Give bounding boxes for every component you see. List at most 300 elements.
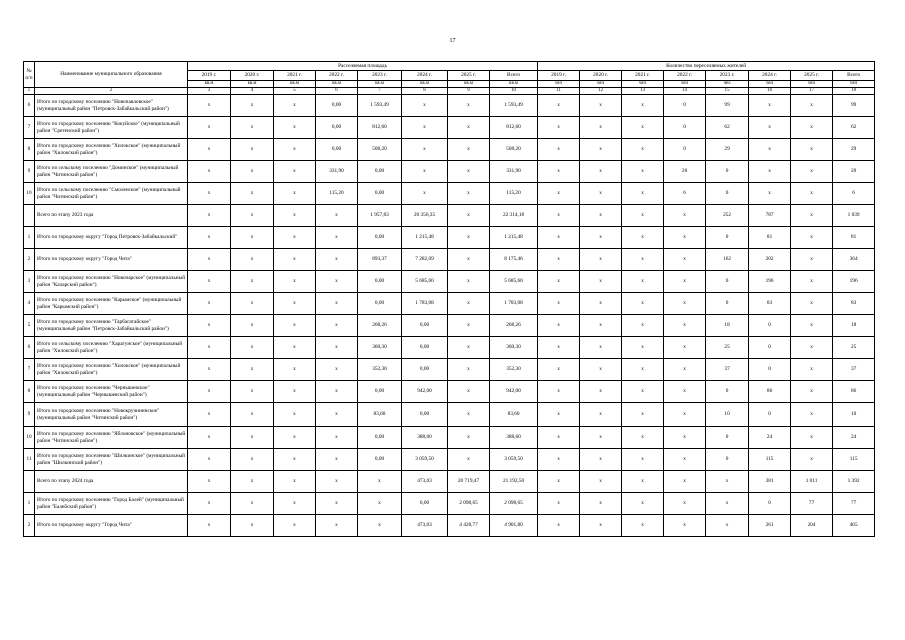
row-cell: x — [622, 227, 664, 249]
row-cell: x — [664, 337, 706, 359]
row-cell: x — [188, 95, 231, 117]
row-number: 3 — [24, 271, 35, 293]
header-people-group: Количество переселяемых жителей — [538, 62, 875, 71]
row-cell: 6 — [664, 183, 706, 205]
row-cell: 83 — [749, 293, 791, 315]
header-unit-people: чел — [664, 81, 706, 88]
header-year-area: 2020 г. — [231, 71, 274, 81]
row-cell: x — [231, 271, 274, 293]
row-cell: 20 719,47 — [448, 471, 490, 493]
row-cell: x — [448, 117, 490, 139]
row-cell: 3 059,50 — [402, 449, 448, 471]
row-cell: x — [538, 427, 580, 449]
row-cell: x — [274, 183, 316, 205]
row-cell: 1 783,08 — [490, 293, 538, 315]
table-row — [24, 161, 875, 183]
row-cell: 0,00 — [316, 117, 358, 139]
row-cell: x — [448, 449, 490, 471]
row-cell: x — [580, 515, 622, 537]
row-cell: x — [538, 337, 580, 359]
header-year-people: Всего — [833, 71, 875, 81]
row-cell: x — [231, 227, 274, 249]
row-number: 9 — [24, 161, 35, 183]
row-number: 1 — [24, 493, 35, 515]
row-cell: x — [188, 403, 231, 427]
row-cell: 77 — [791, 493, 833, 515]
row-cell: x — [538, 183, 580, 205]
row-cell: x — [402, 161, 448, 183]
header-col-number: 1 — [24, 88, 35, 95]
row-cell: 0 — [706, 161, 749, 183]
row-cell: x — [316, 205, 358, 227]
row-cell: x — [448, 293, 490, 315]
row-cell: 0,00 — [316, 95, 358, 117]
row-cell: x — [274, 95, 316, 117]
header-year-area: Всего — [490, 71, 538, 81]
row-cell: x — [622, 381, 664, 403]
header-area-group: Расселяемая площадь — [188, 62, 538, 71]
row-cell: 86 — [749, 381, 791, 403]
row-cell: 62 — [706, 117, 749, 139]
row-cell: x — [448, 427, 490, 449]
table-row — [24, 139, 875, 161]
row-cell: 1 392 — [833, 471, 875, 493]
row-cell: x — [580, 403, 622, 427]
row-cell: 18 — [833, 315, 875, 337]
row-name: Итого по городскому поселению "Хилокское" (муниципальный район "Хилокский район") — [35, 359, 188, 381]
row-name: Итого по городскому округу "Город Петровск-Забайкальский" — [35, 227, 188, 249]
table-row — [24, 117, 875, 139]
row-cell: x — [448, 161, 490, 183]
row-cell: 0 — [749, 493, 791, 515]
row-cell: x — [274, 249, 316, 271]
resettlement-table — [23, 61, 875, 537]
header-year-area: 2023 г. — [358, 71, 402, 81]
row-cell: 0,00 — [402, 359, 448, 381]
row-name: Итого по городскому поселению "Новопавловское" (муниципальный район "Петровск-Забайкальский район") — [35, 95, 188, 117]
row-cell: x — [580, 315, 622, 337]
row-cell: x — [580, 359, 622, 381]
row-cell: x — [622, 471, 664, 493]
table-row — [24, 449, 875, 471]
row-cell: x — [274, 471, 316, 493]
row-cell: x — [664, 381, 706, 403]
row-cell: 115,20 — [316, 183, 358, 205]
row-cell: x — [188, 183, 231, 205]
row-cell: 0,00 — [358, 427, 402, 449]
row-cell: x — [538, 403, 580, 427]
row-cell: 0,00 — [358, 381, 402, 403]
header-year-area: 2025 г. — [448, 71, 490, 81]
row-cell: x — [791, 139, 833, 161]
row-cell: x — [580, 117, 622, 139]
row-cell: x — [749, 139, 791, 161]
row-cell: x — [580, 139, 622, 161]
header-year-people: 2024 г. — [749, 71, 791, 81]
row-cell: x — [622, 427, 664, 449]
row-cell: x — [274, 449, 316, 471]
row-number: 6 — [24, 95, 35, 117]
row-cell: 0,00 — [402, 493, 448, 515]
row-cell: 20 356,35 — [402, 205, 448, 227]
row-cell: x — [791, 249, 833, 271]
row-number: 2 — [24, 515, 35, 537]
header-unit-people: чел — [706, 81, 749, 88]
row-cell: x — [791, 315, 833, 337]
header-unit-area: кв.м — [316, 81, 358, 88]
row-cell: x — [622, 293, 664, 315]
row-cell: x — [538, 271, 580, 293]
row-cell: x — [274, 493, 316, 515]
header-col-number: 13 — [622, 88, 664, 95]
row-cell: x — [274, 205, 316, 227]
row-cell: 0 — [749, 403, 791, 427]
row-name: Итого по городскому поселению "Кокуйское" (муниципальный район "Сретенский район") — [35, 117, 188, 139]
header-col-number: 17 — [791, 88, 833, 95]
row-cell: 893,37 — [358, 249, 402, 271]
row-cell: 24 — [833, 427, 875, 449]
row-cell: x — [316, 427, 358, 449]
row-number: 1 — [24, 227, 35, 249]
row-cell: x — [791, 427, 833, 449]
row-cell: 0 — [664, 95, 706, 117]
row-cell: x — [448, 95, 490, 117]
row-cell: x — [664, 249, 706, 271]
table-row — [24, 427, 875, 449]
row-cell: 8 175,46 — [490, 249, 538, 271]
row-cell: x — [580, 381, 622, 403]
row-cell: x — [274, 381, 316, 403]
row-name: Итого по сельскому поселению "Харагунское" (муниципальный район "Хилокский район") — [35, 337, 188, 359]
header-year-people: 2019 г. — [538, 71, 580, 81]
row-cell: 0 — [706, 427, 749, 449]
row-cell: 196 — [749, 271, 791, 293]
row-cell: x — [580, 271, 622, 293]
row-cell: 0 — [706, 381, 749, 403]
header-col-number: 16 — [749, 88, 791, 95]
header-unit-area: кв.м — [402, 81, 448, 88]
row-cell: x — [664, 227, 706, 249]
row-cell: 812,60 — [358, 117, 402, 139]
row-number: 8 — [24, 381, 35, 403]
row-cell: x — [402, 117, 448, 139]
row-cell: x — [538, 161, 580, 183]
row-cell: x — [791, 205, 833, 227]
row-cell: x — [188, 271, 231, 293]
row-cell: 4 901,80 — [490, 515, 538, 537]
header-col-number: 8 — [402, 88, 448, 95]
header-col-number: 4 — [231, 88, 274, 95]
row-cell: 252 — [706, 205, 749, 227]
row-cell: x — [538, 117, 580, 139]
row-name: Итого по городскому поселению "Чернышевское" (муниципальный район "Чернышевский район") — [35, 381, 188, 403]
row-cell: x — [316, 381, 358, 403]
row-cell: x — [749, 95, 791, 117]
row-cell: x — [622, 515, 664, 537]
row-cell: 0,00 — [358, 293, 402, 315]
row-cell: 24 — [749, 427, 791, 449]
row-cell: x — [538, 227, 580, 249]
row-cell: x — [448, 139, 490, 161]
row-name: Итого по сельскому поселению "Смоленское" (муниципальный район "Читинский район") — [35, 183, 188, 205]
row-cell: x — [188, 161, 231, 183]
row-cell: x — [316, 271, 358, 293]
row-cell: x — [622, 249, 664, 271]
row-cell: x — [448, 337, 490, 359]
header-col-number: 18 — [833, 88, 875, 95]
row-name: Итого по городскому поселению "Карымское" (муниципальный район "Карымский район") — [35, 293, 188, 315]
row-cell: 388,60 — [402, 427, 448, 449]
row-cell: 473,03 — [402, 515, 448, 537]
row-number — [24, 205, 35, 227]
row-name: Итого по городскому поселению "Новочарское" (муниципальный район "Каларский район") — [35, 271, 188, 293]
row-cell: x — [188, 359, 231, 381]
row-cell: 81 — [833, 227, 875, 249]
row-cell: x — [231, 315, 274, 337]
header-year-people: 2021 г. — [622, 71, 664, 81]
row-cell: x — [188, 493, 231, 515]
row-cell: 0 — [706, 293, 749, 315]
row-cell: x — [274, 227, 316, 249]
header-unit-area: кв.м — [490, 81, 538, 88]
row-cell: 0,00 — [402, 315, 448, 337]
row-cell: 204 — [791, 515, 833, 537]
header-col-number: 9 — [448, 88, 490, 95]
row-cell: 812,60 — [490, 117, 538, 139]
row-cell: x — [622, 271, 664, 293]
row-cell: x — [538, 449, 580, 471]
header-year-people: 2022 г. — [664, 71, 706, 81]
row-cell: x — [448, 271, 490, 293]
row-cell: x — [580, 449, 622, 471]
row-cell: 0,00 — [358, 271, 402, 293]
row-cell: x — [358, 493, 402, 515]
row-cell: x — [316, 337, 358, 359]
row-cell: 0,00 — [402, 337, 448, 359]
row-cell: 331,90 — [490, 161, 538, 183]
page-number: 17 — [449, 38, 456, 44]
row-name: Итого по городскому округу "Город Чита" — [35, 249, 188, 271]
row-cell: x — [622, 95, 664, 117]
row-cell: x — [791, 337, 833, 359]
row-cell: x — [448, 315, 490, 337]
row-cell: x — [231, 449, 274, 471]
row-name: Итого по сельскому поселению "Доминское" (муниципальный район "Читинский район") — [35, 161, 188, 183]
row-cell: 787 — [749, 205, 791, 227]
row-cell: x — [402, 139, 448, 161]
row-cell: x — [538, 139, 580, 161]
header-col-number: 12 — [580, 88, 622, 95]
row-number: 11 — [24, 449, 35, 471]
row-cell: 5 685,60 — [490, 271, 538, 293]
row-cell: 77 — [833, 493, 875, 515]
row-cell: x — [274, 271, 316, 293]
row-name: Всего по этапу 2024 года — [35, 471, 188, 493]
row-cell: x — [274, 139, 316, 161]
row-cell: 2 098,65 — [490, 493, 538, 515]
row-cell: 1 011 — [791, 471, 833, 493]
row-cell: x — [622, 449, 664, 471]
table-row — [24, 471, 875, 493]
row-cell: 0 — [706, 449, 749, 471]
row-cell: 268,26 — [490, 315, 538, 337]
row-cell: x — [664, 471, 706, 493]
row-cell: 202 — [749, 249, 791, 271]
row-cell: 83,60 — [358, 403, 402, 427]
row-cell: 162 — [706, 249, 749, 271]
row-cell: x — [316, 449, 358, 471]
row-cell: 83 — [833, 293, 875, 315]
header-year-area: 2022 г. — [316, 71, 358, 81]
table-row — [24, 227, 875, 249]
row-cell: 1 957,83 — [358, 205, 402, 227]
row-cell: 360,30 — [490, 337, 538, 359]
row-cell: x — [622, 139, 664, 161]
row-cell: 29 — [706, 139, 749, 161]
row-cell: x — [580, 183, 622, 205]
row-cell: 86 — [833, 381, 875, 403]
row-cell: 942,00 — [402, 381, 448, 403]
row-cell: x — [231, 515, 274, 537]
row-cell: x — [580, 471, 622, 493]
row-number: 4 — [24, 293, 35, 315]
row-cell: 0 — [706, 271, 749, 293]
row-cell: 465 — [833, 515, 875, 537]
row-cell: x — [402, 95, 448, 117]
row-cell: x — [664, 205, 706, 227]
row-cell: x — [622, 493, 664, 515]
row-cell: 360,30 — [358, 337, 402, 359]
row-cell: 942,00 — [490, 381, 538, 403]
row-cell: x — [274, 359, 316, 381]
row-cell: x — [316, 249, 358, 271]
row-number — [24, 471, 35, 493]
row-cell: x — [791, 449, 833, 471]
row-cell: x — [188, 227, 231, 249]
row-cell: x — [580, 293, 622, 315]
row-cell: x — [231, 205, 274, 227]
row-cell: x — [664, 515, 706, 537]
row-cell: 0 — [749, 337, 791, 359]
header-col-number: 15 — [706, 88, 749, 95]
row-cell: x — [188, 293, 231, 315]
row-cell: x — [231, 471, 274, 493]
row-cell: x — [231, 293, 274, 315]
row-cell: x — [580, 205, 622, 227]
row-cell: x — [538, 205, 580, 227]
row-name: Итого по городскому поселению "Шилкинское" (муниципальный район "Шилкинский район") — [35, 449, 188, 471]
row-cell: x — [188, 515, 231, 537]
row-cell: x — [358, 471, 402, 493]
table-row — [24, 515, 875, 537]
row-cell: x — [749, 161, 791, 183]
row-number: 2 — [24, 249, 35, 271]
row-cell: 0 — [706, 183, 749, 205]
header-year-people: 2025 г. — [791, 71, 833, 81]
row-cell: x — [274, 427, 316, 449]
table-row — [24, 293, 875, 315]
row-cell: x — [622, 337, 664, 359]
table-row — [24, 403, 875, 427]
row-cell: x — [316, 315, 358, 337]
row-cell: x — [538, 293, 580, 315]
row-cell: 473,03 — [402, 471, 448, 493]
row-cell: 99 — [833, 95, 875, 117]
header-col-number: 7 — [358, 88, 402, 95]
row-cell: 62 — [833, 117, 875, 139]
row-cell: 6 — [833, 183, 875, 205]
row-cell: x — [274, 337, 316, 359]
row-number: 10 — [24, 183, 35, 205]
row-cell: 99 — [706, 95, 749, 117]
header-unit-people: чел — [749, 81, 791, 88]
header-unit-people: чел — [791, 81, 833, 88]
row-cell: x — [664, 359, 706, 381]
row-cell: 0,00 — [316, 139, 358, 161]
row-cell: 37 — [833, 359, 875, 381]
row-number: 9 — [24, 403, 35, 427]
row-cell: x — [274, 161, 316, 183]
header-name: Наименование муниципального образования — [35, 62, 188, 88]
row-cell: x — [664, 493, 706, 515]
row-cell: x — [706, 471, 749, 493]
header-unit-people: чел — [538, 81, 580, 88]
row-cell: x — [622, 183, 664, 205]
row-cell: x — [622, 117, 664, 139]
row-name: Итого по городскому поселению "Яблоновское" (муниципальный район "Читинский район") — [35, 427, 188, 449]
row-cell: 1 783,08 — [402, 293, 448, 315]
row-cell: 0 — [749, 315, 791, 337]
row-cell: 22 314,18 — [490, 205, 538, 227]
row-number: 5 — [24, 315, 35, 337]
table-row — [24, 493, 875, 515]
row-cell: x — [316, 293, 358, 315]
row-cell: 21 192,50 — [490, 471, 538, 493]
row-cell: x — [231, 381, 274, 403]
row-name: Всего по этапу 2023 года — [35, 205, 188, 227]
row-cell: x — [664, 315, 706, 337]
header-year-area: 2024 г. — [402, 71, 448, 81]
row-cell: x — [706, 493, 749, 515]
row-cell: 115 — [833, 449, 875, 471]
row-cell: x — [538, 381, 580, 403]
row-cell: x — [538, 493, 580, 515]
row-cell: x — [622, 161, 664, 183]
row-cell: x — [538, 95, 580, 117]
row-cell: 83,60 — [490, 403, 538, 427]
row-cell: x — [188, 117, 231, 139]
row-cell: x — [538, 249, 580, 271]
row-name: Итого по городскому поселению "Новокручининское" (муниципальный район "Читинский район") — [35, 403, 188, 427]
row-cell: 115,20 — [490, 183, 538, 205]
row-cell: 196 — [833, 271, 875, 293]
header-col-number: 14 — [664, 88, 706, 95]
row-cell: x — [622, 359, 664, 381]
row-cell: x — [188, 427, 231, 449]
row-cell: x — [231, 403, 274, 427]
row-cell: x — [316, 493, 358, 515]
row-cell: 0,00 — [358, 161, 402, 183]
row-cell: x — [231, 249, 274, 271]
row-cell: x — [791, 95, 833, 117]
row-cell: x — [448, 183, 490, 205]
row-cell: x — [622, 315, 664, 337]
row-cell: x — [622, 205, 664, 227]
row-cell: x — [188, 315, 231, 337]
row-cell: 0,00 — [358, 227, 402, 249]
row-cell: x — [791, 227, 833, 249]
row-cell: x — [664, 271, 706, 293]
